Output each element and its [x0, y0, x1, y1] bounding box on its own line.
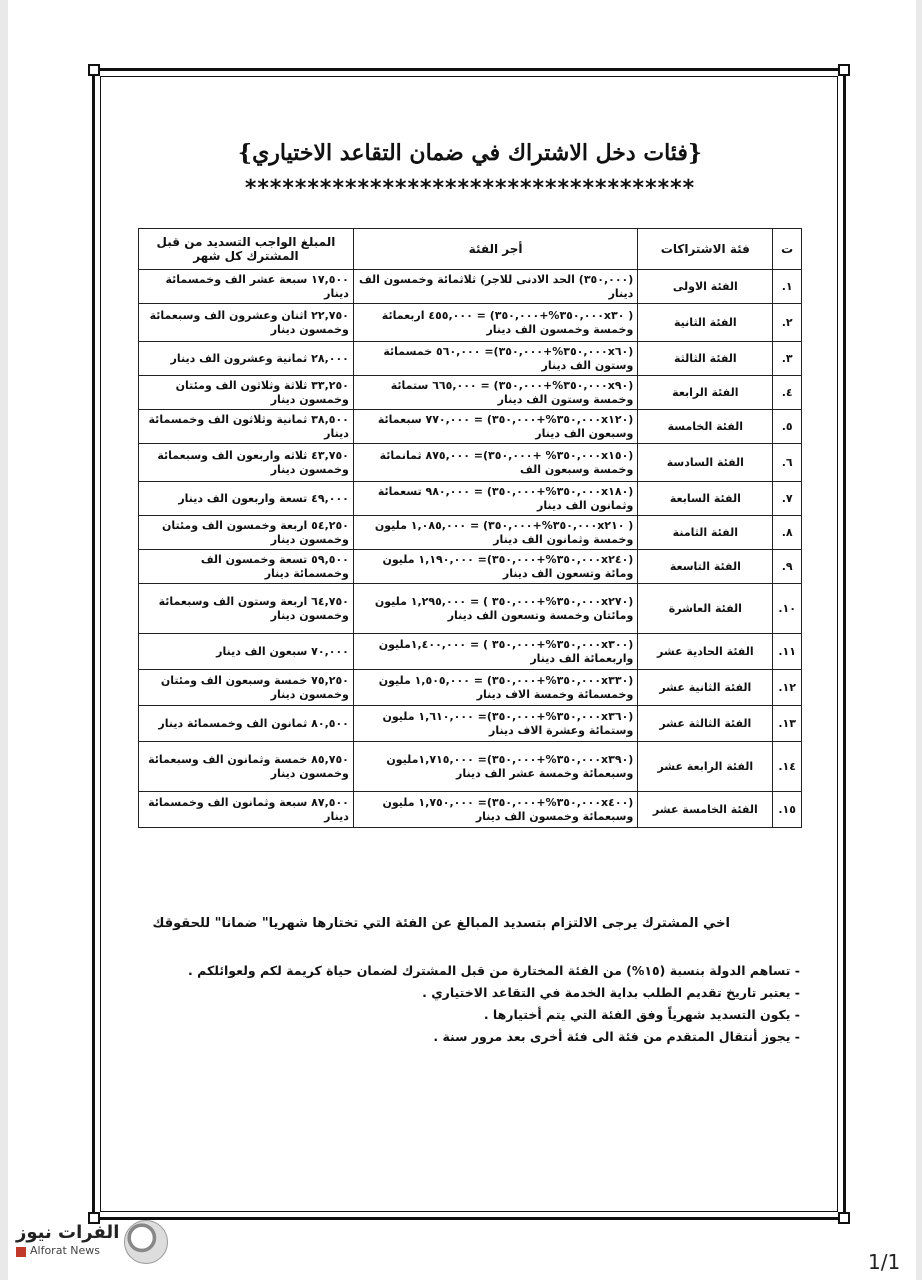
condition-item: - يكون التسديد شهرياً وفق الفئة التي يتم أختيارها .	[483, 1007, 800, 1022]
header-wage: أجر الفئة	[353, 229, 637, 270]
row-wage: (٣٥٠,٠٠٠x١٢٠%+٣٥٠,٠٠٠) = ٧٧٠,٠٠٠ سبعمائة وسبعون الف دينار	[353, 410, 637, 444]
condition-item: - تساهم الدولة بنسبة (١٥%) من الفئة المختارة من قبل المشترك لضمان حياة كريمة لكم ولعوائلكم .	[188, 963, 800, 978]
row-category: الفئة الثانية	[638, 304, 773, 342]
row-category: الفئة الرابعة عشر	[638, 742, 773, 792]
row-category: الفئة الاولى	[638, 270, 773, 304]
logo-english-text: Alforat News	[30, 1244, 100, 1257]
row-amount: ٥٤,٢٥٠ اربعة وخمسون الف ومئتان وخمسون دينار	[139, 516, 354, 550]
conditions-list	[150, 960, 800, 1048]
table-row	[139, 304, 802, 342]
logo-arabic-text: الفرات نيوز	[16, 1222, 120, 1243]
table-row	[139, 410, 802, 444]
row-wage: (٣٥٠,٠٠٠x٣٣٠%+٣٥٠,٠٠٠) = ١,٥٠٥,٠٠٠ مليون وخمسمائة وخمسة الاف دينار	[353, 670, 637, 706]
row-amount: ٧٥,٢٥٠ خمسة وسبعون الف ومئتان وخمسون دينار	[139, 670, 354, 706]
table-row	[139, 444, 802, 482]
row-number: ٤.	[773, 376, 802, 410]
row-number: ٣.	[773, 342, 802, 376]
row-amount: ١٧,٥٠٠ سبعة عشر الف وخمسمائة دينار	[139, 270, 354, 304]
row-amount: ٧٠,٠٠٠ سبعون الف دينار	[139, 634, 354, 670]
row-amount: ٦٤,٧٥٠ اربعة وستون الف وسبعمائة وخمسون دينار	[139, 584, 354, 634]
row-number: ١.	[773, 270, 802, 304]
logo-red-square-icon	[16, 1247, 26, 1257]
document-title: {فئات دخل الاشتراك في ضمان التقاعد الاختياري}	[237, 140, 703, 166]
row-amount: ٨٧,٥٠٠ سبعة وثمانون الف وخمسمائة دينار	[139, 792, 354, 828]
row-wage: (٣٥٠,٠٠٠x٩٠%+٣٥٠,٠٠٠) = ٦٦٥,٠٠٠ ستمائة وخمسة وستون الف دينار	[353, 376, 637, 410]
table-row	[139, 742, 802, 792]
row-wage: (٣٥٠,٠٠٠x٢٤٠%+٣٥٠,٠٠٠)= ١,١٩٠,٠٠٠ مليون ومائة وتسعون الف دينار	[353, 550, 637, 584]
row-number: ١٥.	[773, 792, 802, 828]
row-number: ٥.	[773, 410, 802, 444]
corner-ornament	[88, 64, 100, 76]
row-category: الفئة الخامسة	[638, 410, 773, 444]
row-category: الفئة السادسة	[638, 444, 773, 482]
header-amount: المبلغ الواجب التسديد من قبل المشترك كل شهر	[139, 229, 354, 270]
row-wage: (٣٥٠,٠٠٠) الحد الادنى للاجر) ثلاثمائة وخمسون الف دينار	[353, 270, 637, 304]
table-row	[139, 550, 802, 584]
row-category: الفئة الحادية عشر	[638, 634, 773, 670]
row-category: الفئة التاسعة	[638, 550, 773, 584]
row-category: الفئة الثامنة	[638, 516, 773, 550]
table-row	[139, 342, 802, 376]
row-category: الفئة السابعة	[638, 482, 773, 516]
row-category: الفئة الثالثة عشر	[638, 706, 773, 742]
row-wage: ( ٣٥٠,٠٠٠x٣٠%+٣٥٠,٠٠٠) = ٤٥٥,٠٠٠ اربعمائة وخمسة وخمسون الف دينار	[353, 304, 637, 342]
table-row	[139, 670, 802, 706]
row-amount: ٨٥,٧٥٠ خمسة وثمانون الف وسبعمائة وخمسون دينار	[139, 742, 354, 792]
table-row	[139, 792, 802, 828]
header-category: فئة الاشتراكات	[638, 229, 773, 270]
table-row	[139, 376, 802, 410]
row-amount: ٣٨,٥٠٠ ثمانية وثلاثون الف وخمسمائة دينار	[139, 410, 354, 444]
row-wage: (٣٥٠,٠٠٠x١٥٠% +٣٥٠,٠٠٠)= ٨٧٥,٠٠٠ ثمانمائة وخمسة وسبعون الف	[353, 444, 637, 482]
row-amount: ٤٩,٠٠٠ تسعة واربعون الف دينار	[139, 482, 354, 516]
table-header-row	[139, 229, 802, 270]
row-number: ٢.	[773, 304, 802, 342]
row-category: الفئة الخامسة عشر	[638, 792, 773, 828]
row-wage: (٣٥٠,٠٠٠x٣٩٠%+٣٥٠,٠٠٠)= ١,٧١٥,٠٠٠مليون وسبعمائة وخمسة عشر الف دينار	[353, 742, 637, 792]
row-number: ٧.	[773, 482, 802, 516]
row-amount: ٨٠,٥٠٠ ثمانون الف وخمسمائة دينار	[139, 706, 354, 742]
row-wage: (٣٥٠,٠٠٠x٣٠٠%+٣٥٠,٠٠٠ ) = ١,٤٠٠,٠٠٠مليون واربعمائة الف دينار	[353, 634, 637, 670]
table-row	[139, 270, 802, 304]
row-category: الفئة الثالثة	[638, 342, 773, 376]
row-amount: ٣٣,٢٥٠ ثلاثة وثلاثون الف ومئتان وخمسون دينار	[139, 376, 354, 410]
row-wage: ( ٣٥٠,٠٠٠x٢١٠%+٣٥٠,٠٠٠) = ١,٠٨٥,٠٠٠ مليون وخمسة وثمانون الف دينار	[353, 516, 637, 550]
table-row	[139, 516, 802, 550]
row-amount: ٥٩,٥٠٠ تسعة وخمسون الف وخمسمائة دينار	[139, 550, 354, 584]
row-category: الفئة العاشرة	[638, 584, 773, 634]
row-amount: ٢٢,٧٥٠ اثنان وعشرون الف وسبعمائة وخمسون دينار	[139, 304, 354, 342]
row-wage: (٣٥٠,٠٠٠x٢٧٠%+٣٥٠,٠٠٠ ) = ١,٢٩٥,٠٠٠ مليون ومائتان وخمسة وتسعون الف دينار	[353, 584, 637, 634]
row-wage: (٣٥٠,٠٠٠x٤٠٠%+٣٥٠,٠٠٠)= ١,٧٥٠,٠٠٠ مليون وسبعمائة وخمسون الف دينار	[353, 792, 637, 828]
table-row	[139, 584, 802, 634]
row-number: ٩.	[773, 550, 802, 584]
row-number: ١٢.	[773, 670, 802, 706]
subscriber-note: اخي المشترك يرجى الالتزام بتسديد المبالغ عن الفئة التي تختارها شهريا" ضمانا" للحقوقك	[152, 916, 730, 931]
table-row	[139, 482, 802, 516]
alforat-logo	[12, 1218, 172, 1266]
row-category: الفئة الثانية عشر	[638, 670, 773, 706]
star-divider: ************************************	[244, 176, 696, 201]
corner-ornament	[838, 1212, 850, 1224]
table-row	[139, 634, 802, 670]
row-number: ١٠.	[773, 584, 802, 634]
row-number: ٦.	[773, 444, 802, 482]
row-amount: ٤٣,٧٥٠ ثلاثه واربعون الف وسبعمائة وخمسون دينار	[139, 444, 354, 482]
header-num: ت	[773, 229, 802, 270]
table-row	[139, 706, 802, 742]
row-number: ٨.	[773, 516, 802, 550]
row-number: ١١.	[773, 634, 802, 670]
condition-item: - يعتبر تاريخ تقديم الطلب بداية الخدمة في التقاعد الاختياري .	[422, 985, 800, 1000]
row-wage: (٣٥٠,٠٠٠x٦٠%+٣٥٠,٠٠٠)= ٥٦٠,٠٠٠ خمسمائة وستون الف دينار	[353, 342, 637, 376]
corner-ornament	[838, 64, 850, 76]
row-number: ١٤.	[773, 742, 802, 792]
page-indicator: 1/1	[868, 1250, 901, 1274]
row-category: الفئة الرابعة	[638, 376, 773, 410]
row-amount: ٢٨,٠٠٠ ثمانية وعشرون الف دينار	[139, 342, 354, 376]
contribution-table	[138, 228, 802, 828]
logo-emblem-icon	[124, 1220, 168, 1264]
row-wage: (٣٥٠,٠٠٠x٣٦٠%+٣٥٠,٠٠٠)= ١,٦١٠,٠٠٠ مليون وستمائة وعشرة الاف دينار	[353, 706, 637, 742]
row-wage: (٣٥٠,٠٠٠x١٨٠%+٣٥٠,٠٠٠) = ٩٨٠,٠٠٠ تسعمائة وثمانون الف دينار	[353, 482, 637, 516]
condition-item: - يجوز أنتقال المتقدم من فئة الى فئة أخرى بعد مرور سنة .	[433, 1029, 800, 1044]
row-number: ١٣.	[773, 706, 802, 742]
